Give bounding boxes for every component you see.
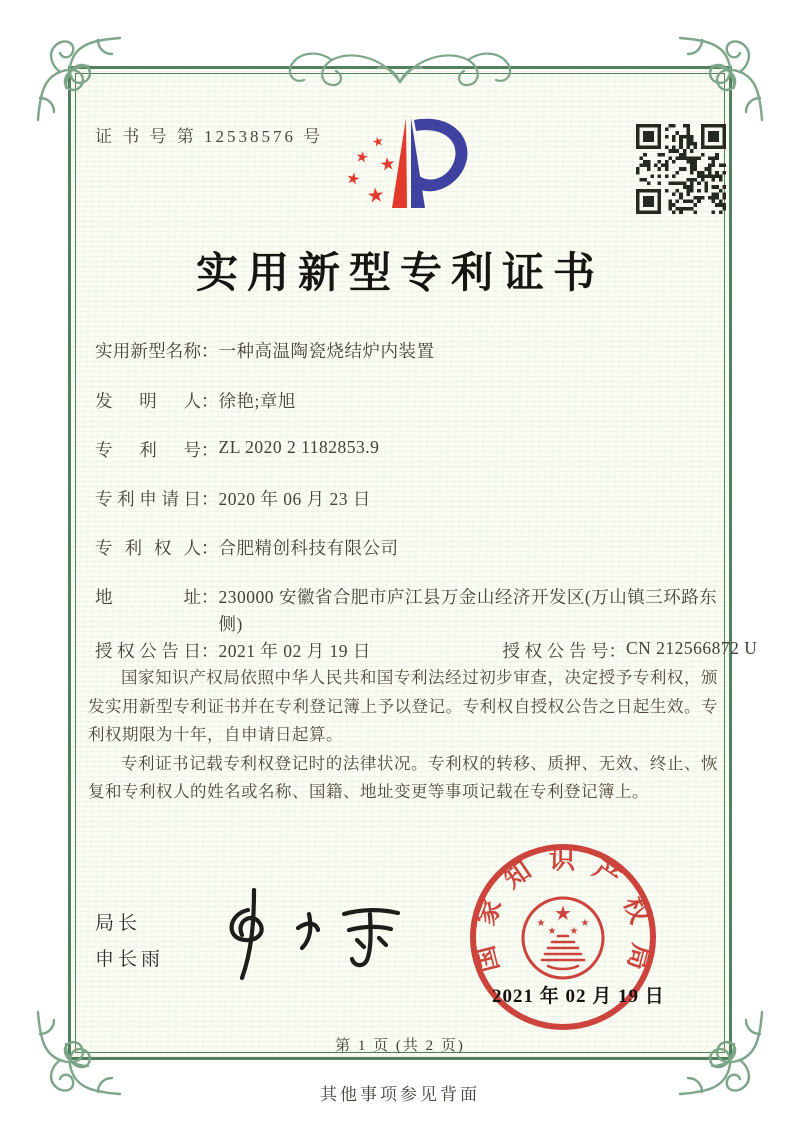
cnipa-logo-icon — [328, 104, 478, 230]
svg-text:★: ★ — [378, 152, 398, 176]
svg-text:★: ★ — [554, 903, 572, 925]
corner-flourish-icon — [28, 28, 124, 124]
field-value: 2020 年 06 月 23 日 — [218, 489, 371, 509]
certificate-number: 证 书 号 第 12538576 号 — [95, 127, 324, 146]
signer-title: 局长 — [95, 913, 142, 934]
national-emblem-icon — [523, 898, 603, 978]
field-label: 专利号 — [95, 440, 201, 460]
field-value: 合肥精创科技有限公司 — [218, 538, 399, 558]
field-value: 徐艳;章旭 — [218, 391, 296, 411]
field-utility-model-name: 实用新型名称：一种高温陶瓷烧结炉内装置 — [95, 338, 435, 363]
field-label: 地址 — [95, 587, 201, 607]
certificate-title: 实用新型专利证书 — [195, 251, 604, 297]
svg-text:★: ★ — [580, 918, 590, 929]
field-patent-number: 专利号：ZL 2020 2 1182853.9 — [95, 437, 380, 460]
field-grant-announcement: 授权公告日：2021 年 02 月 19 日 授权公告号：CN 212566872 U — [95, 638, 758, 661]
field-value: ZL 2020 2 1182853.9 — [218, 437, 380, 457]
svg-text:★: ★ — [547, 926, 557, 937]
qr-code-icon — [636, 124, 726, 214]
top-center-flourish-icon — [278, 38, 522, 96]
field-address: 地址：230000 安徽省合肥市庐江县万金山经济开发区(万山镇三环路东侧) — [95, 584, 724, 638]
grant-date-value: 2021 年 02 月 19 日 — [218, 641, 371, 661]
back-side-note: 其他事项参见背面 — [320, 1085, 480, 1104]
seal-date: 2021 年 02 月 19 日 — [492, 986, 665, 1007]
field-label: 发明人 — [95, 391, 201, 411]
field-label: 授权公告号 — [502, 641, 609, 661]
signer-name: 申长雨 — [95, 949, 165, 970]
svg-text:★: ★ — [370, 132, 386, 151]
svg-text:★: ★ — [536, 918, 546, 929]
page-number: 第 1 页 (共 2 页) — [335, 1038, 465, 1054]
field-value: 230000 安徽省合肥市庐江县万金山经济开发区(万山镇三环路东侧) — [218, 587, 718, 634]
field-value: 一种高温陶瓷烧结炉内装置 — [218, 341, 435, 361]
field-label: 实用新型名称 — [95, 341, 201, 361]
director-signature-icon — [212, 882, 427, 987]
field-label: 专利申请日 — [95, 489, 201, 509]
legal-paragraph: 国家知识产权局依照中华人民共和国专利法经过初步审查，决定授予专利权，颁发实用新型专利证书并在专利登记簿上予以登记。专利权自授权公告之日起生效。专利权期限为十年，自申请日起算。 — [88, 668, 718, 744]
field-inventors: 发明人：徐艳;章旭 — [95, 388, 296, 413]
field-label: 专利权人 — [95, 538, 201, 558]
legal-paragraph: 专利证书记载专利权登记时的法律状况。专利权的转移、质押、无效、终止、恢复和专利权人的姓名或名称、国籍、地址变更等事项记载在专利登记簿上。 — [88, 753, 718, 801]
svg-text:★: ★ — [569, 926, 579, 937]
seal-text: 国家知识产权局 — [469, 845, 657, 976]
field-filing-date: 专利申请日：2020 年 06 月 23 日 — [95, 486, 371, 511]
legal-text-block — [88, 664, 718, 807]
svg-text:★: ★ — [353, 148, 371, 168]
corner-flourish-icon — [676, 28, 772, 124]
svg-text:★: ★ — [344, 169, 362, 190]
field-patentee: 专利权人：合肥精创科技有限公司 — [95, 535, 399, 560]
svg-text:★: ★ — [365, 184, 386, 208]
field-label: 授权公告日 — [95, 641, 201, 661]
grant-number-value: CN 212566872 U — [626, 638, 758, 658]
